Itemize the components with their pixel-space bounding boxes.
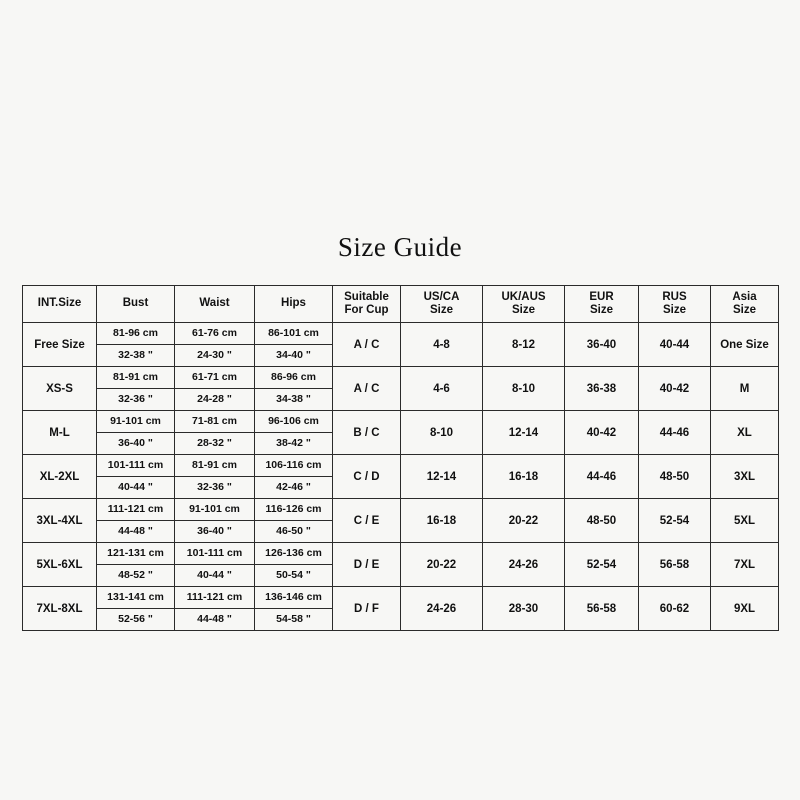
cell-cup: B / C	[333, 411, 401, 455]
cell-int-size: XS-S	[23, 367, 97, 411]
table-row	[23, 499, 779, 543]
column-header-uk-aus-size	[483, 286, 565, 323]
cell-cup: C / D	[333, 455, 401, 499]
cell-waist-cm: 111-121 cm	[175, 587, 254, 609]
cell-ukaus: 16-18	[483, 455, 565, 499]
column-header-line1: INT.Size	[37, 297, 82, 310]
column-header-line2: Size	[511, 304, 535, 316]
column-header-line1: Suitable	[344, 290, 389, 303]
cell-eur: 36-40	[565, 323, 639, 367]
cell-waist	[175, 499, 255, 543]
column-header-line1: Hips	[281, 297, 306, 310]
cell-waist-in: 24-30 "	[197, 349, 232, 362]
cell-usca: 24-26	[401, 587, 483, 631]
cell-bust-cm: 81-91 cm	[97, 367, 174, 389]
cell-ukaus: 12-14	[483, 411, 565, 455]
cell-waist-in: 24-28 "	[197, 393, 232, 406]
cell-eur: 52-54	[565, 543, 639, 587]
column-header-us-ca-size	[401, 286, 483, 323]
cell-bust-cm: 101-111 cm	[97, 455, 174, 477]
cell-hips-cm: 96-106 cm	[255, 411, 332, 433]
column-header-line1: US/CA	[423, 290, 460, 303]
cell-waist	[175, 367, 255, 411]
cell-waist-cm: 91-101 cm	[175, 499, 254, 521]
column-header-line1: UK/AUS	[501, 290, 546, 303]
cell-waist-in: 32-36 "	[197, 481, 232, 494]
cell-bust-in: 36-40 "	[118, 437, 153, 450]
cell-waist-cm: 61-76 cm	[175, 323, 254, 345]
cell-cup: D / E	[333, 543, 401, 587]
cell-waist	[175, 455, 255, 499]
cell-ukaus: 24-26	[483, 543, 565, 587]
cell-hips-cm: 136-146 cm	[255, 587, 332, 609]
cell-waist	[175, 411, 255, 455]
cell-eur: 36-38	[565, 367, 639, 411]
size-guide-table-wrapper	[22, 285, 778, 631]
column-header-line2: Size	[589, 304, 613, 316]
cell-waist-in: 28-32 "	[197, 437, 232, 450]
column-header-line2: Size	[662, 304, 686, 316]
cell-bust	[97, 499, 175, 543]
cell-eur: 40-42	[565, 411, 639, 455]
cell-hips	[255, 323, 333, 367]
cell-hips-in: 34-40 "	[276, 349, 311, 362]
cell-asia: XL	[711, 411, 779, 455]
cell-ukaus: 20-22	[483, 499, 565, 543]
size-guide-table	[22, 285, 779, 631]
table-row	[23, 411, 779, 455]
table-row	[23, 323, 779, 367]
cell-bust	[97, 367, 175, 411]
cell-waist-in: 36-40 "	[197, 525, 232, 538]
cell-asia: One Size	[711, 323, 779, 367]
cell-hips	[255, 543, 333, 587]
cell-bust-cm: 111-121 cm	[97, 499, 174, 521]
column-header-bust	[97, 286, 175, 323]
cell-hips-in: 38-42 "	[276, 437, 311, 450]
cell-bust-in: 44-48 "	[118, 525, 153, 538]
column-header-line1: Asia	[732, 290, 757, 303]
cell-bust	[97, 587, 175, 631]
cell-rus: 60-62	[639, 587, 711, 631]
cell-rus: 44-46	[639, 411, 711, 455]
cell-eur: 44-46	[565, 455, 639, 499]
column-header-rus-size	[639, 286, 711, 323]
cell-hips-in: 34-38 "	[276, 393, 311, 406]
cell-asia: 3XL	[711, 455, 779, 499]
cell-waist-cm: 81-91 cm	[175, 455, 254, 477]
column-header-line2: For Cup	[344, 304, 389, 316]
cell-cup: D / F	[333, 587, 401, 631]
cell-cup: C / E	[333, 499, 401, 543]
cell-int-size: 3XL-4XL	[23, 499, 97, 543]
cell-usca: 20-22	[401, 543, 483, 587]
column-header-line2: Size	[429, 304, 453, 316]
cell-waist-cm: 71-81 cm	[175, 411, 254, 433]
cell-bust	[97, 323, 175, 367]
cell-rus: 52-54	[639, 499, 711, 543]
cell-hips-cm: 116-126 cm	[255, 499, 332, 521]
cell-bust-in: 40-44 "	[118, 481, 153, 494]
cell-waist	[175, 543, 255, 587]
cell-eur: 56-58	[565, 587, 639, 631]
cell-hips-cm: 86-96 cm	[255, 367, 332, 389]
cell-usca: 4-6	[401, 367, 483, 411]
column-header-hips	[255, 286, 333, 323]
cell-usca: 12-14	[401, 455, 483, 499]
table-row	[23, 587, 779, 631]
cell-eur: 48-50	[565, 499, 639, 543]
cell-bust-in: 32-36 "	[118, 393, 153, 406]
cell-usca: 4-8	[401, 323, 483, 367]
column-header-line1: Bust	[122, 297, 149, 310]
cell-ukaus: 8-10	[483, 367, 565, 411]
column-header-line2: Size	[732, 304, 756, 316]
column-header-line1: RUS	[662, 290, 687, 303]
column-header-int-size	[23, 286, 97, 323]
column-header-waist	[175, 286, 255, 323]
column-header-asia-size	[711, 286, 779, 323]
cell-int-size: Free Size	[23, 323, 97, 367]
cell-waist-cm: 101-111 cm	[175, 543, 254, 565]
cell-hips-in: 50-54 "	[276, 569, 311, 582]
cell-hips-cm: 86-101 cm	[255, 323, 332, 345]
cell-int-size: M-L	[23, 411, 97, 455]
cell-rus: 40-44	[639, 323, 711, 367]
cell-ukaus: 8-12	[483, 323, 565, 367]
cell-asia: M	[711, 367, 779, 411]
cell-asia: 5XL	[711, 499, 779, 543]
cell-rus: 40-42	[639, 367, 711, 411]
cell-hips-in: 46-50 "	[276, 525, 311, 538]
table-row	[23, 367, 779, 411]
cell-hips-cm: 106-116 cm	[255, 455, 332, 477]
table-header-row	[23, 286, 779, 323]
cell-rus: 56-58	[639, 543, 711, 587]
cell-waist-in: 40-44 "	[197, 569, 232, 582]
cell-waist	[175, 323, 255, 367]
cell-bust-cm: 131-141 cm	[97, 587, 174, 609]
cell-hips	[255, 367, 333, 411]
cell-hips-in: 54-58 "	[276, 613, 311, 626]
cell-bust-cm: 91-101 cm	[97, 411, 174, 433]
cell-waist-cm: 61-71 cm	[175, 367, 254, 389]
cell-bust-in: 52-56 "	[118, 613, 153, 626]
cell-hips	[255, 411, 333, 455]
table-row	[23, 455, 779, 499]
cell-asia: 9XL	[711, 587, 779, 631]
cell-hips	[255, 455, 333, 499]
page-title: Size Guide	[337, 232, 463, 262]
cell-usca: 8-10	[401, 411, 483, 455]
cell-bust-cm: 81-96 cm	[97, 323, 174, 345]
column-header-suitable-for-cup	[333, 286, 401, 323]
cell-bust-in: 48-52 "	[118, 569, 153, 582]
cell-bust	[97, 543, 175, 587]
column-header-line1: Waist	[199, 297, 230, 310]
cell-usca: 16-18	[401, 499, 483, 543]
cell-int-size: 7XL-8XL	[23, 587, 97, 631]
cell-rus: 48-50	[639, 455, 711, 499]
cell-ukaus: 28-30	[483, 587, 565, 631]
cell-waist-in: 44-48 "	[197, 613, 232, 626]
cell-hips	[255, 499, 333, 543]
cell-hips	[255, 587, 333, 631]
cell-cup: A / C	[333, 367, 401, 411]
cell-hips-cm: 126-136 cm	[255, 543, 332, 565]
cell-cup: A / C	[333, 323, 401, 367]
cell-int-size: 5XL-6XL	[23, 543, 97, 587]
cell-bust-in: 32-38 "	[118, 349, 153, 362]
cell-bust-cm: 121-131 cm	[97, 543, 174, 565]
cell-int-size: XL-2XL	[23, 455, 97, 499]
column-header-eur-size	[565, 286, 639, 323]
cell-asia: 7XL	[711, 543, 779, 587]
cell-waist	[175, 587, 255, 631]
cell-bust	[97, 411, 175, 455]
table-row	[23, 543, 779, 587]
cell-hips-in: 42-46 "	[276, 481, 311, 494]
cell-bust	[97, 455, 175, 499]
column-header-line1: EUR	[589, 290, 614, 303]
